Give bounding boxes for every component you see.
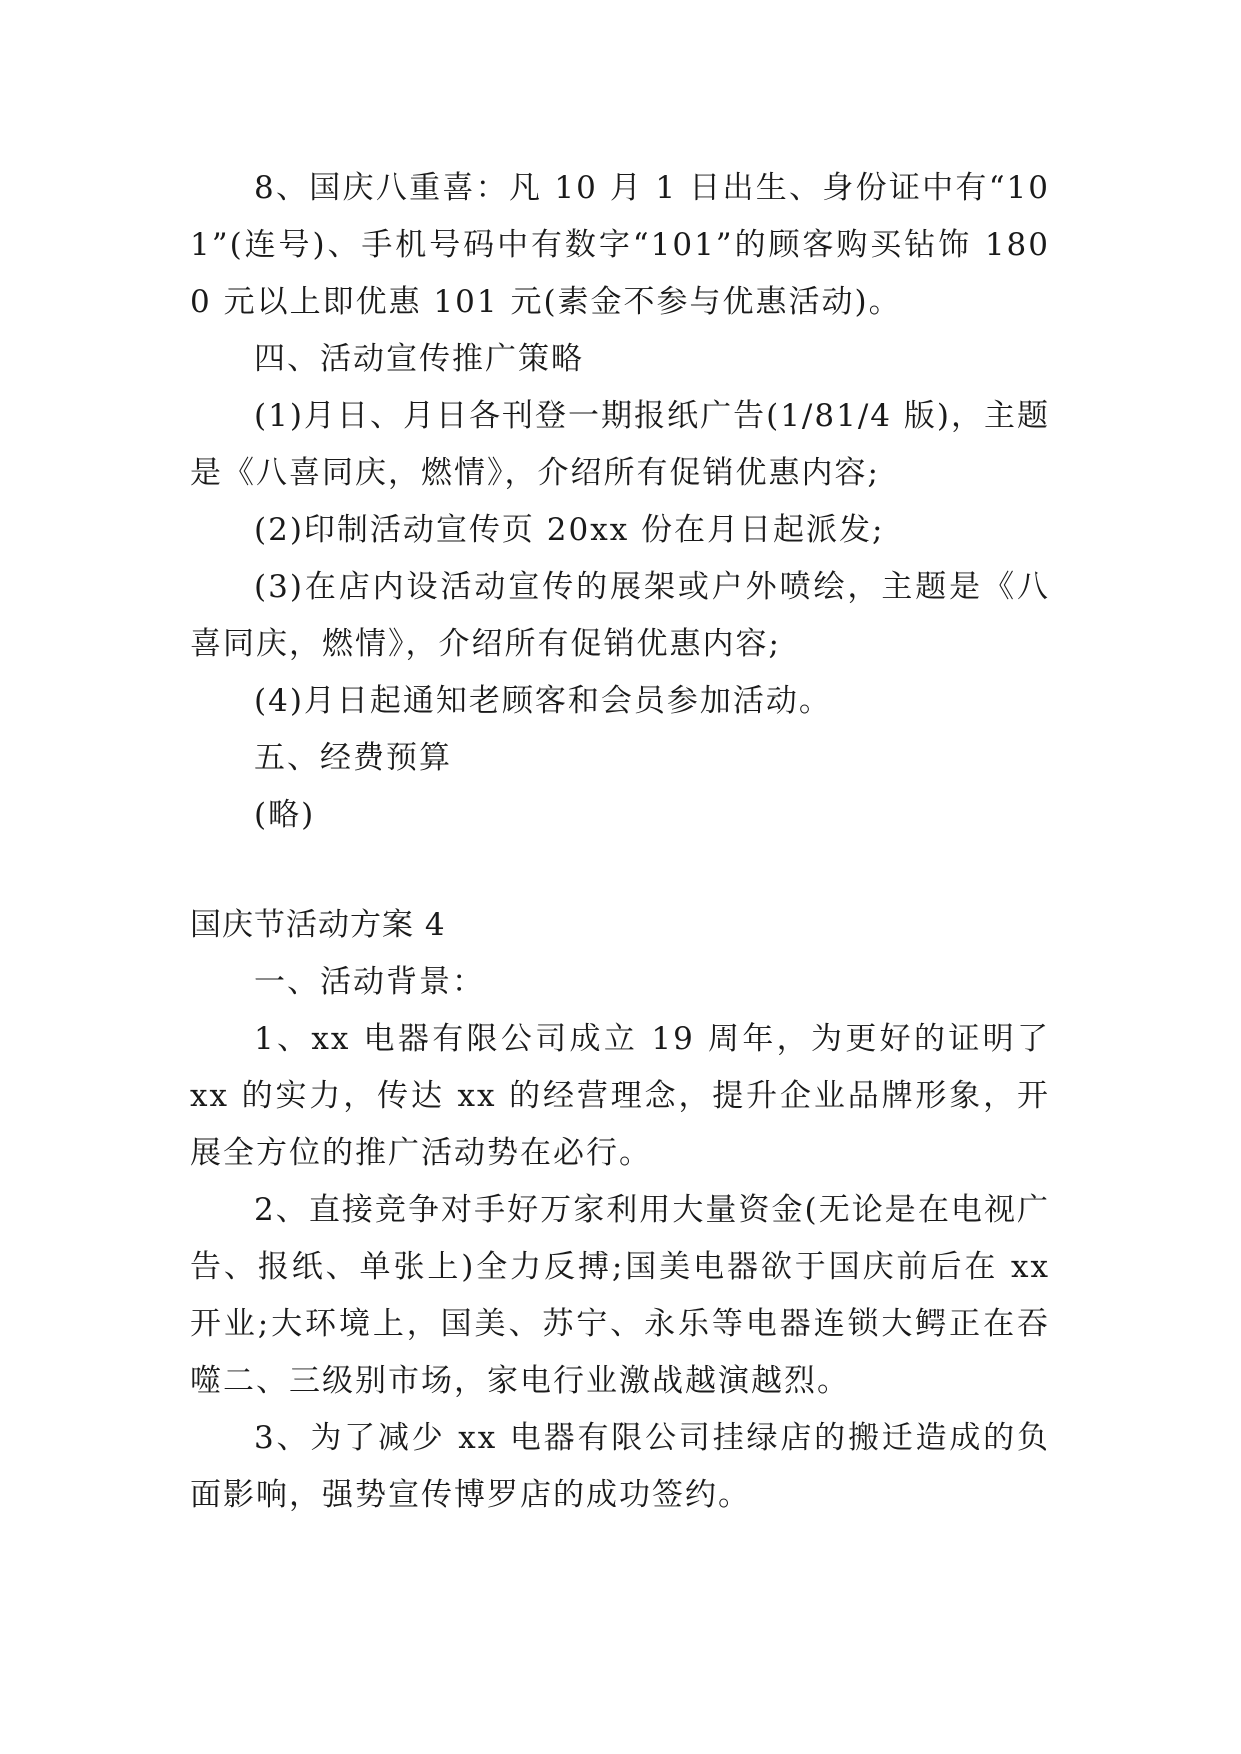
paragraph-strategy-4: (4)月日起通知老顾客和会员参加活动。 — [254, 683, 832, 719]
section-title: 国庆节活动方案 4 — [190, 907, 446, 943]
paragraph-budget-omitted: (略) — [254, 797, 316, 833]
paragraph-strategy-1: (1)月日、月日各刊登一期报纸广告(1/81/4 版)，主题是《八喜同庆，燃情》，介绍所有促销优惠内容; — [190, 398, 1050, 491]
paragraph-background-3: 3、为了减少 xx 电器有限公司挂绿店的搬迁造成的负面影响，强势宣传博罗店的成功签约。 — [190, 1420, 1050, 1513]
document-body — [190, 160, 1050, 1524]
paragraph-strategy-2: (2)印制活动宣传页 20xx 份在月日起派发; — [254, 512, 885, 548]
heading-budget: 五、经费预算 — [254, 740, 452, 776]
heading-publicity-strategy: 四、活动宣传推广策略 — [254, 341, 584, 377]
paragraph-background-2: 2、直接竞争对手好万家利用大量资金(无论是在电视广告、报纸、单张上)全力反搏;国美电器欲于国庆前后在 xx 开业;大环境上，国美、苏宁、永乐等电器连锁大鳄正在吞噬二、三级别市场，家电行业激战越演越烈。 — [190, 1192, 1050, 1399]
paragraph-strategy-3: (3)在店内设活动宣传的展架或户外喷绘，主题是《八喜同庆，燃情》，介绍所有促销优惠内容; — [190, 569, 1050, 662]
paragraph-promo-8: 8、国庆八重喜：凡 10 月 1 日出生、身份证中有“101”(连号)、手机号码中有数字“101”的顾客购买钻饰 1800 元以上即优惠 101 元(素金不参与优惠活动)。 — [190, 170, 1050, 320]
section-gap — [190, 844, 1050, 897]
heading-background: 一、活动背景： — [254, 964, 485, 1000]
paragraph-background-1: 1、xx 电器有限公司成立 19 周年，为更好的证明了 xx 的实力，传达 xx 的经营理念，提升企业品牌形象，开展全方位的推广活动势在必行。 — [190, 1021, 1050, 1171]
